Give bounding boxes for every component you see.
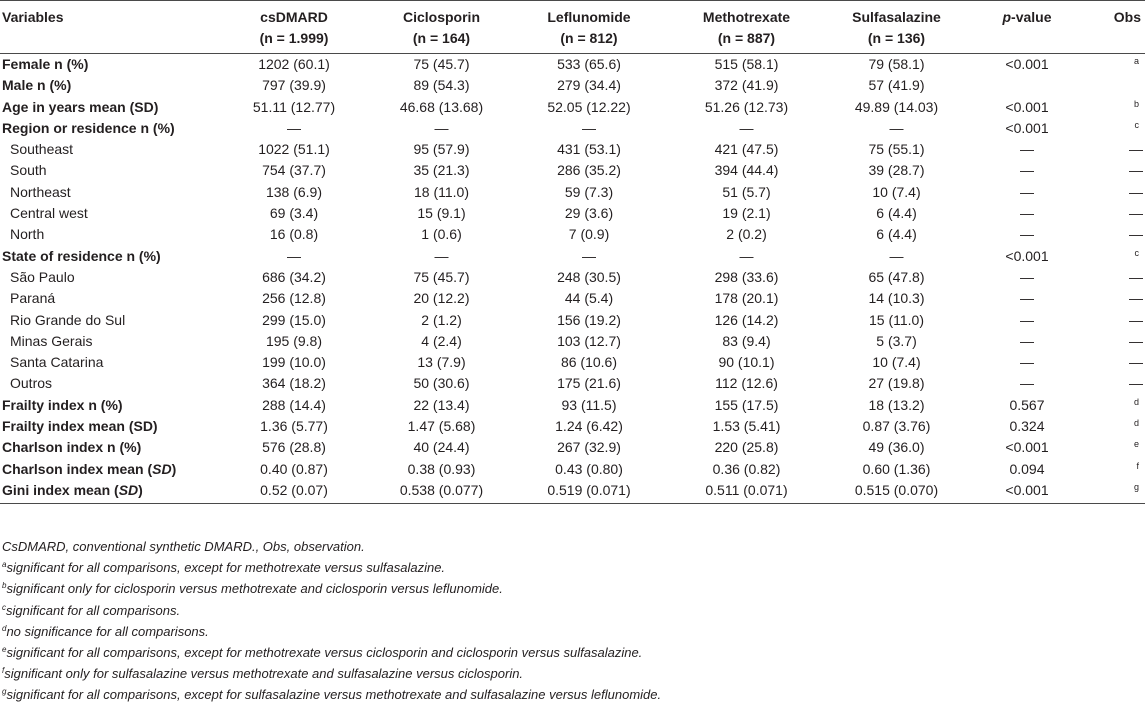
cell-su: 75 (55.1) bbox=[868, 141, 925, 158]
cell-le: 1.24 (6.42) bbox=[555, 418, 623, 435]
table-row bbox=[0, 352, 1145, 373]
cell-p: <0.001 bbox=[1005, 119, 1049, 136]
cell-me: 372 (41.9) bbox=[714, 77, 779, 94]
cell-me: 0.36 (0.82) bbox=[712, 460, 781, 477]
cell-su: — bbox=[889, 119, 904, 136]
header-variables bbox=[0, 0, 214, 54]
cell-p: — bbox=[1020, 290, 1034, 307]
cell-le: 175 (21.6) bbox=[557, 375, 621, 392]
footnote-text: significant only for ciclosporin versus methotrexate and ciclosporin versus leflunomide. bbox=[6, 581, 503, 597]
header-obs bbox=[1085, 0, 1145, 54]
cell-cs: — bbox=[287, 247, 301, 264]
cell-cs: 195 (9.8) bbox=[265, 332, 323, 349]
cell-variable: Frailty index n (%) bbox=[2, 396, 123, 413]
cell-me: 19 (2.1) bbox=[722, 205, 771, 222]
table-row bbox=[0, 118, 1145, 139]
cell-p: — bbox=[1020, 332, 1034, 349]
cell-p: — bbox=[1020, 375, 1034, 392]
footnote-mark: a bbox=[2, 560, 7, 570]
cell-le: 7 (0.9) bbox=[568, 226, 610, 243]
cell-le: 52.05 (12.22) bbox=[547, 98, 631, 115]
header-row bbox=[0, 0, 1145, 54]
cell-p bbox=[969, 75, 1085, 96]
cell-ci: 35 (21.3) bbox=[413, 162, 470, 179]
header-methotrexate-n: (n = 887) bbox=[717, 30, 776, 46]
cell-su: 14 (10.3) bbox=[868, 290, 925, 307]
cell-me: 51 (5.7) bbox=[722, 183, 771, 200]
cell-p: — bbox=[1020, 354, 1034, 371]
footnote-mark: c bbox=[2, 602, 6, 612]
cell-p: 0.567 bbox=[1009, 396, 1045, 413]
header-sulfasalazine-label: Sulfasalazine bbox=[852, 9, 941, 25]
cell-me: 126 (14.2) bbox=[714, 311, 779, 328]
cell-cs: 199 (10.0) bbox=[262, 354, 326, 371]
cell-obs: d bbox=[1133, 418, 1139, 429]
cell-su: — bbox=[889, 247, 904, 264]
header-methotrexate-label: Methotrexate bbox=[702, 9, 791, 25]
cell-me: 421 (47.5) bbox=[714, 141, 779, 158]
cell-obs: — bbox=[1129, 311, 1143, 328]
footnote-item bbox=[2, 663, 661, 684]
cell-variable: North bbox=[10, 226, 45, 243]
cell-cs: 0.40 (0.87) bbox=[260, 460, 328, 477]
cell-p: 0.324 bbox=[1009, 418, 1045, 435]
cell-variable: Region or residence n (%) bbox=[2, 119, 175, 136]
header-pvalue-p: p bbox=[1002, 9, 1012, 25]
cell-obs: — bbox=[1129, 162, 1143, 179]
cell-le: 267 (32.9) bbox=[557, 439, 621, 456]
header-pvalue-rest: -value bbox=[1011, 9, 1052, 25]
table-row bbox=[0, 182, 1145, 203]
cell-le: 248 (30.5) bbox=[557, 268, 621, 285]
cell-ci: 1.47 (5.68) bbox=[407, 418, 476, 435]
cell-le: — bbox=[582, 119, 596, 136]
cell-su: 6 (4.4) bbox=[876, 205, 917, 222]
cell-ci: 95 (57.9) bbox=[413, 141, 470, 158]
cell-su: 18 (13.2) bbox=[868, 396, 925, 413]
header-variables-label: Variables bbox=[2, 9, 64, 25]
header-csdmard bbox=[214, 0, 374, 54]
cell-obs: — bbox=[1129, 375, 1143, 392]
cell-cs: 797 (39.9) bbox=[262, 77, 326, 94]
cell-cs: 51.11 (12.77) bbox=[252, 98, 336, 115]
cell-obs: — bbox=[1129, 268, 1143, 285]
header-methotrexate bbox=[669, 0, 824, 54]
header-sulfasalazine-n: (n = 136) bbox=[867, 30, 926, 46]
cell-p: <0.001 bbox=[1005, 439, 1049, 456]
cell-p: <0.001 bbox=[969, 480, 1085, 504]
cell-me: — bbox=[739, 247, 754, 264]
table-row bbox=[0, 395, 1145, 416]
cell-su: 49.89 (14.03) bbox=[854, 98, 939, 115]
cell-variable: Central west bbox=[10, 205, 88, 222]
table-row bbox=[0, 203, 1145, 224]
cell-le: 93 (11.5) bbox=[561, 396, 617, 413]
cell-p: 0.094 bbox=[1009, 460, 1045, 477]
cell-le: 533 (65.6) bbox=[557, 56, 621, 72]
cell-le: 431 (53.1) bbox=[557, 141, 621, 158]
cell-obs: — bbox=[1129, 141, 1143, 158]
header-pvalue bbox=[969, 0, 1085, 54]
cell-variable: Minas Gerais bbox=[10, 332, 93, 349]
cell-ci: 2 (1.2) bbox=[421, 311, 462, 328]
cell-su: 0.60 (1.36) bbox=[862, 460, 931, 477]
cell-me: 112 (12.6) bbox=[715, 375, 778, 392]
cell-su: 6 (4.4) bbox=[876, 226, 917, 243]
cell-variable-post: ) bbox=[138, 481, 143, 498]
cell-me: 515 (58.1) bbox=[714, 56, 779, 72]
cell-cs: 576 (28.8) bbox=[262, 439, 326, 456]
table-row bbox=[0, 246, 1145, 267]
cell-variable: Paraná bbox=[10, 290, 56, 307]
cell-me: 51.26 (12.73) bbox=[704, 98, 789, 115]
cell-p: — bbox=[1020, 268, 1034, 285]
cell-me: 220 (25.8) bbox=[714, 439, 779, 456]
cell-p: — bbox=[1020, 205, 1034, 222]
cell-ci: 20 (12.2) bbox=[413, 290, 470, 307]
cell-su: 10 (7.4) bbox=[872, 354, 921, 371]
cell-p: <0.001 bbox=[1005, 56, 1049, 72]
cell-ci: 15 (9.1) bbox=[417, 205, 466, 222]
cell-le: 59 (7.3) bbox=[564, 183, 614, 200]
cell-me: 178 (20.1) bbox=[714, 290, 779, 307]
cell-variable bbox=[0, 459, 214, 480]
footnote-text: significant for all comparisons, except for sulfasalazine versus methotrexate and sulfasalazine versus leflunomide. bbox=[6, 687, 662, 703]
cell-ci: 46.68 (13.68) bbox=[399, 98, 484, 115]
cell-le: 286 (35.2) bbox=[557, 162, 621, 179]
cell-p: — bbox=[1020, 226, 1034, 243]
cell-ci: 1 (0.6) bbox=[421, 226, 462, 243]
table-row bbox=[0, 139, 1145, 160]
cell-obs: a bbox=[1133, 56, 1139, 66]
cell-obs: c bbox=[1134, 247, 1139, 258]
cell-me: 0.511 (0.071) bbox=[669, 480, 824, 504]
cell-p: — bbox=[1020, 162, 1034, 179]
cell-variable: Female n (%) bbox=[2, 56, 89, 72]
footnote-item bbox=[2, 600, 661, 621]
cell-obs bbox=[1085, 75, 1145, 96]
cell-su: 0.87 (3.76) bbox=[862, 418, 931, 435]
cell-le: — bbox=[582, 247, 596, 264]
cell-cs: 69 (3.4) bbox=[269, 205, 319, 222]
cell-me: 298 (33.6) bbox=[714, 268, 779, 285]
header-ciclosporin-label: Ciclosporin bbox=[402, 9, 480, 25]
table-row bbox=[0, 224, 1145, 245]
cell-su: 49 (36.0) bbox=[868, 439, 925, 456]
footnote-text: significant only for sulfasalazine versus methotrexate and sulfasalazine versus ciclosporin. bbox=[4, 666, 524, 682]
table-row bbox=[0, 480, 1145, 504]
cell-variable: Santa Catarina bbox=[10, 354, 104, 371]
cell-su: 65 (47.8) bbox=[868, 268, 925, 285]
table-row bbox=[0, 437, 1145, 458]
cell-variable bbox=[0, 480, 214, 504]
footnote-item bbox=[2, 642, 661, 663]
cell-le: 279 (34.4) bbox=[557, 77, 621, 94]
cell-me: 394 (44.4) bbox=[714, 162, 779, 179]
cell-cs: 0.52 (0.07) bbox=[214, 480, 374, 504]
cell-obs: — bbox=[1129, 183, 1143, 200]
table-row bbox=[0, 416, 1145, 437]
cell-me: 2 (0.2) bbox=[726, 226, 767, 243]
table-top-rule bbox=[0, 0, 1145, 1]
cell-cs: 1.36 (5.77) bbox=[260, 418, 328, 435]
cell-obs: — bbox=[1129, 205, 1143, 222]
cell-le: 86 (10.6) bbox=[560, 354, 618, 371]
cell-me: 90 (10.1) bbox=[718, 354, 775, 371]
cell-su: 57 (41.9) bbox=[868, 77, 925, 94]
table-row bbox=[0, 459, 1145, 480]
table-row bbox=[0, 75, 1145, 96]
header-csdmard-label: csDMARD bbox=[260, 9, 328, 25]
footnote-item bbox=[2, 578, 661, 599]
table-row bbox=[0, 373, 1145, 394]
cell-cs: 754 (37.7) bbox=[262, 162, 326, 179]
cell-p: — bbox=[1020, 311, 1034, 328]
header-leflunomide-label: Leflunomide bbox=[547, 9, 631, 25]
cell-variable-italic: SD bbox=[118, 481, 139, 498]
footnote-text: significant for all comparisons. bbox=[6, 602, 181, 618]
cell-le: 0.43 (0.80) bbox=[555, 460, 623, 477]
header-csdmard-n: (n = 1.999) bbox=[259, 30, 329, 46]
cell-ci: 18 (11.0) bbox=[414, 183, 469, 200]
footnote-mark: e bbox=[2, 645, 7, 655]
table-body bbox=[0, 54, 1145, 504]
cell-obs: f bbox=[1136, 460, 1139, 471]
cell-obs: — bbox=[1129, 290, 1143, 307]
cell-me: 155 (17.5) bbox=[714, 396, 779, 413]
cell-su: 5 (3.7) bbox=[876, 332, 917, 349]
cell-le: 0.519 (0.071) bbox=[509, 480, 669, 504]
table-row bbox=[0, 267, 1145, 288]
header-leflunomide bbox=[509, 0, 669, 54]
cell-variable: State of residence n (%) bbox=[2, 247, 161, 264]
cell-obs: g bbox=[1085, 480, 1145, 504]
cell-le: 103 (12.7) bbox=[557, 332, 621, 349]
cell-p: — bbox=[1020, 141, 1034, 158]
cell-ci: 22 (13.4) bbox=[413, 396, 470, 413]
cell-ci: — bbox=[434, 247, 449, 264]
cell-ci: 75 (45.7) bbox=[413, 56, 470, 72]
cell-ci: 13 (7.9) bbox=[417, 354, 466, 371]
footnote-item bbox=[2, 621, 661, 642]
cell-variable: Age in years mean (SD) bbox=[2, 98, 159, 115]
footnote-text: significant for all comparisons, except for methotrexate versus sulfasalazine. bbox=[6, 560, 446, 576]
cell-variable: South bbox=[10, 162, 47, 179]
cell-variable: Male n (%) bbox=[2, 77, 72, 94]
cell-obs: — bbox=[1129, 354, 1143, 371]
cell-variable-pre: Charlson index mean ( bbox=[2, 460, 153, 477]
cell-cs: 1022 (51.1) bbox=[258, 141, 330, 158]
footnote-mark: d bbox=[2, 623, 7, 633]
cell-variable-post: ) bbox=[171, 460, 177, 477]
header-ciclosporin bbox=[374, 0, 509, 54]
header-ciclosporin-n: (n = 164) bbox=[412, 30, 471, 46]
cell-le: 29 (3.6) bbox=[564, 205, 614, 222]
table-row bbox=[0, 54, 1145, 76]
cell-cs: 138 (6.9) bbox=[265, 183, 323, 200]
cell-me: 83 (9.4) bbox=[722, 332, 771, 349]
cell-cs: 686 (34.2) bbox=[262, 268, 326, 285]
header-leflunomide-n: (n = 812) bbox=[560, 30, 618, 46]
cell-cs: 256 (12.8) bbox=[262, 290, 326, 307]
footnote-list bbox=[2, 557, 661, 705]
table-row bbox=[0, 97, 1145, 118]
cell-p: — bbox=[1020, 183, 1034, 200]
footnote-item bbox=[2, 557, 661, 578]
footnote-mark: g bbox=[2, 687, 7, 697]
cell-su: 27 (19.8) bbox=[868, 375, 925, 392]
cell-su: 15 (11.0) bbox=[869, 311, 924, 328]
footnote-mark: f bbox=[2, 666, 5, 676]
cell-cs: — bbox=[287, 119, 301, 136]
cell-ci: — bbox=[434, 119, 449, 136]
cell-ci: 75 (45.7) bbox=[413, 268, 470, 285]
cell-ci: 4 (2.4) bbox=[421, 332, 462, 349]
cell-variable: São Paulo bbox=[10, 268, 75, 285]
cell-cs: 288 (14.4) bbox=[262, 396, 326, 413]
footnote-text: no significance for all comparisons. bbox=[6, 623, 209, 639]
cell-cs: 364 (18.2) bbox=[262, 375, 326, 392]
cell-su: 79 (58.1) bbox=[868, 56, 925, 72]
cell-variable: Outros bbox=[10, 375, 53, 392]
footnote-abbreviations: CsDMARD, conventional synthetic DMARD., Obs, observation. bbox=[2, 539, 365, 554]
cell-variable: Charlson index n (%) bbox=[2, 439, 142, 456]
cell-obs: b bbox=[1133, 98, 1139, 109]
cell-me: 1.53 (5.41) bbox=[712, 418, 781, 435]
table-row bbox=[0, 288, 1145, 309]
cell-variable: Rio Grande do Sul bbox=[10, 311, 126, 328]
cell-le: 44 (5.4) bbox=[564, 290, 614, 307]
cell-su: 10 (7.4) bbox=[872, 183, 921, 200]
table-row bbox=[0, 331, 1145, 352]
header-obs-label: Obs bbox=[1113, 9, 1141, 25]
cell-obs: d bbox=[1133, 396, 1139, 407]
footnote-mark: b bbox=[2, 581, 7, 591]
cell-variable-pre: Gini index mean ( bbox=[2, 481, 119, 498]
cell-variable: Frailty index mean (SD) bbox=[2, 418, 158, 435]
cell-ci: 89 (54.3) bbox=[413, 77, 470, 94]
footnote-item bbox=[2, 684, 661, 705]
table-row bbox=[0, 310, 1145, 331]
cell-su: 39 (28.7) bbox=[868, 162, 925, 179]
cell-obs: e bbox=[1133, 439, 1139, 450]
cell-obs: — bbox=[1129, 332, 1143, 349]
cell-cs: 16 (0.8) bbox=[269, 226, 319, 243]
cell-obs: — bbox=[1129, 226, 1143, 243]
cell-p: <0.001 bbox=[1005, 247, 1049, 264]
cell-me: — bbox=[739, 119, 754, 136]
cell-ci: 50 (30.6) bbox=[413, 375, 470, 392]
cell-su: 0.515 (0.070) bbox=[824, 480, 969, 504]
cell-obs: c bbox=[1134, 119, 1139, 130]
cell-cs: 1202 (60.1) bbox=[258, 56, 330, 72]
table-row bbox=[0, 160, 1145, 181]
footnote-text: significant for all comparisons, except for methotrexate versus ciclosporin and ciclosporin versus sulfasalazine. bbox=[6, 645, 643, 661]
header-sulfasalazine bbox=[824, 0, 969, 54]
cell-variable-italic: SD bbox=[152, 460, 172, 477]
table-footnotes bbox=[2, 536, 661, 706]
cell-cs: 299 (15.0) bbox=[262, 311, 326, 328]
cell-le: 156 (19.2) bbox=[557, 311, 621, 328]
cell-p: <0.001 bbox=[1005, 98, 1049, 115]
cell-variable: Northeast bbox=[10, 183, 71, 200]
cell-ci: 0.38 (0.93) bbox=[407, 460, 476, 477]
cell-ci: 40 (24.4) bbox=[413, 439, 470, 456]
cell-variable: Southeast bbox=[10, 141, 74, 158]
cell-ci: 0.538 (0.077) bbox=[374, 480, 509, 504]
